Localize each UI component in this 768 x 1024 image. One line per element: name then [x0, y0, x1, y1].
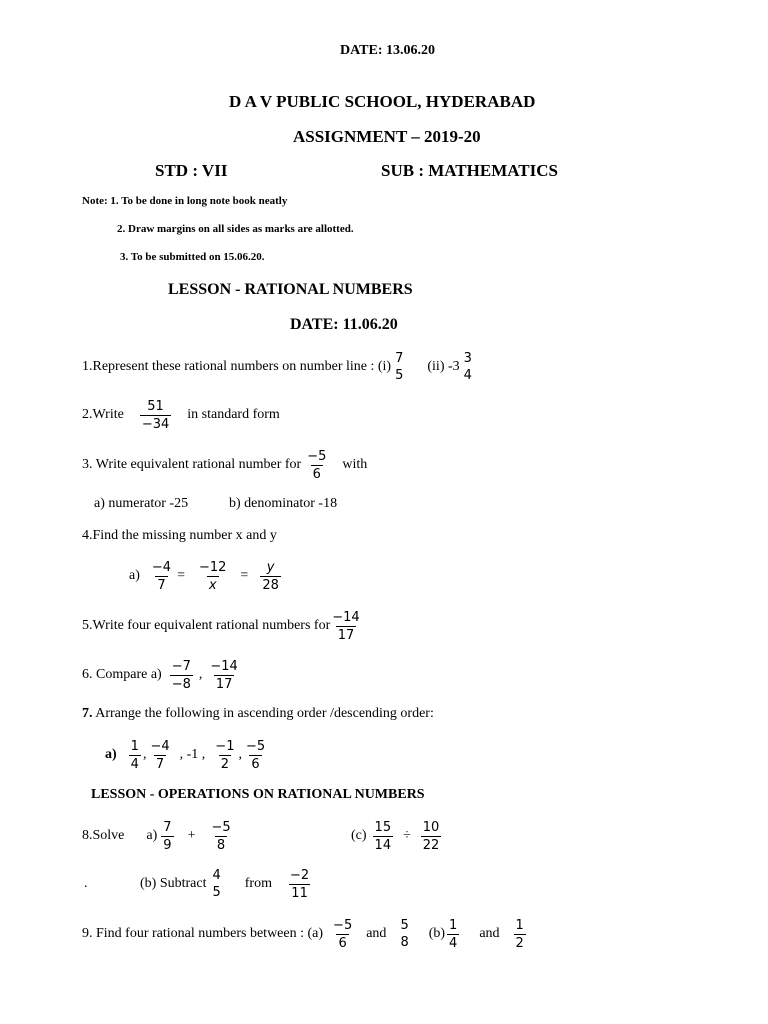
q2-text: 2.Write — [82, 407, 124, 422]
q2-after: in standard form — [187, 407, 280, 422]
q3-option-b: b) denominator -18 — [229, 496, 338, 511]
q7-list: a) $\frac{1}{4}$ , $\frac{-4}{7}$ , -1 , $\frac{-1}{2}$ , $\frac{-5}{6}$ — [105, 738, 266, 772]
lesson-1-title: LESSON - RATIONAL NUMBERS — [168, 281, 413, 298]
equals-sign: = — [177, 568, 185, 583]
q8-a-label: a) — [146, 828, 158, 843]
fraction: $\frac{-5}{6}$ — [307, 448, 327, 482]
q8-b-label: (b) Subtract — [140, 876, 207, 891]
question-7 — [82, 706, 434, 722]
fraction: $\frac{-12}{x}$ — [198, 559, 227, 593]
question-9 — [82, 916, 528, 952]
note-1: Note: 1. To be done in long note book neatly — [82, 195, 288, 207]
subject-label: SUB : MATHEMATICS — [381, 161, 558, 180]
fraction: $\frac{-5}{8}$ — [211, 819, 231, 853]
fraction: $\frac{-1}{2}$ — [215, 738, 235, 772]
q9-and-2: and — [479, 926, 500, 941]
q9-text: 9. Find four rational numbers between : (a) — [82, 926, 324, 941]
q7-text: Arrange the following in ascending order /descending order: — [95, 706, 434, 721]
q4-equation — [129, 558, 283, 594]
question-2 — [82, 397, 280, 433]
q5-text: 5.Write four equivalent rational numbers for — [82, 618, 331, 633]
q9-b-label: (b) — [428, 926, 446, 941]
note-3: 3. To be submitted on 15.06.20. — [120, 251, 265, 263]
separator: , — [198, 667, 203, 682]
fraction: $\frac{7}{9}$ — [163, 819, 172, 853]
fraction: $\frac{-4}{7}$ — [151, 559, 172, 593]
fraction: $\frac{15}{14}$ — [374, 819, 392, 853]
school-name: D A V PUBLIC SCHOOL, HYDERABAD — [229, 92, 536, 111]
fraction: 5 8 — [400, 918, 409, 950]
fraction: $\frac{-5}{6}$ — [245, 738, 266, 772]
fraction: $\frac{-5}{6}$ — [333, 917, 353, 951]
q8-c-label: (c) — [351, 828, 367, 843]
equals-sign: = — [240, 568, 249, 583]
fraction: $\frac{y}{28}$ — [262, 559, 279, 593]
q3-after: with — [342, 457, 368, 472]
plus-sign: + — [187, 828, 196, 843]
q8-part-b — [140, 866, 313, 902]
question-3 — [82, 447, 367, 483]
q9-and-1: and — [366, 926, 387, 941]
fraction: 4 5 — [212, 868, 221, 900]
fraction: $\frac{1}{4}$ — [449, 917, 458, 951]
fraction: 7 5 — [395, 351, 404, 383]
fraction: $\frac{-14}{17}$ — [332, 609, 360, 643]
lesson-2-title: LESSON - OPERATIONS ON RATIONAL NUMBERS — [91, 787, 425, 802]
question-5 — [82, 608, 364, 644]
fraction: $\frac{-4}{7}$ — [150, 738, 170, 772]
question-8 — [82, 818, 235, 854]
q4-label: a) — [129, 568, 140, 583]
lesson-1-date: DATE: 11.06.20 — [290, 316, 398, 333]
header-date: DATE: 13.06.20 — [340, 43, 436, 58]
q8-from: from — [244, 876, 272, 891]
q3-option-a: a) numerator -25 — [94, 496, 189, 511]
fraction: 3 4 — [463, 351, 472, 383]
fraction: $\frac{-2}{11}$ — [289, 867, 310, 901]
divide-sign: ÷ — [403, 828, 411, 843]
q1-mid: (ii) -3 — [427, 359, 460, 374]
q3-text: 3. Write equivalent rational number for — [82, 457, 302, 472]
q1-text: 1.Represent these rational numbers on number line : (i) — [82, 359, 392, 374]
q8-dot: . — [84, 876, 88, 891]
fraction: $\frac{10}{22}$ — [422, 819, 440, 853]
question-6 — [82, 657, 242, 693]
q7-number: 7. — [82, 706, 93, 721]
q7-mid: , -1 , — [179, 747, 206, 762]
fraction: $\frac{-7}{-8}$ — [171, 658, 191, 692]
question-1 — [82, 349, 476, 385]
q8-text: 8.Solve — [82, 828, 125, 843]
std-label: STD : VII — [155, 161, 228, 180]
q7-label: a) — [105, 747, 117, 762]
note-2: 2. Draw margins on all sides as marks are allotted. — [117, 223, 354, 235]
fraction: $\frac{1}{4}$ — [130, 738, 139, 772]
q6-text: 6. Compare a) — [82, 667, 162, 682]
question-4: 4.Find the missing number x and y — [82, 528, 277, 543]
fraction: $\frac{-14}{17}$ — [210, 658, 238, 692]
assignment-title: ASSIGNMENT – 2019-20 — [293, 127, 481, 146]
fraction: $\frac{1}{2}$ — [515, 917, 524, 951]
q8-part-c — [351, 818, 443, 854]
fraction: $\frac{51}{-34}$ — [141, 398, 170, 432]
